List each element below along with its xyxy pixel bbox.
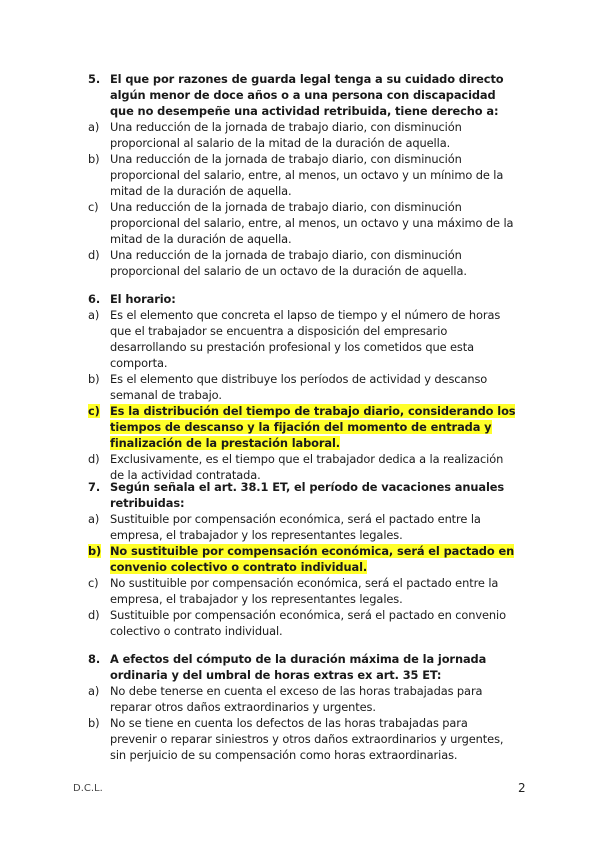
- option-d: [88, 247, 516, 279]
- option-text: Una reducción de la jornada de trabajo diario, con disminución proporcional al salario de la mitad de la duración de aquella.: [110, 120, 462, 150]
- question-number: 6.: [88, 292, 101, 306]
- option-c: [88, 575, 516, 607]
- question-5: [88, 71, 516, 279]
- option-text: Una reducción de la jornada de trabajo diario, con disminución proporcional del salario, entre, al menos, un octavo y una máximo de la mitad de la duración de aquella.: [110, 200, 514, 246]
- option-text: Sustituible por compensación económica, será el pactado entre la empresa, el trabajador y los representantes legales.: [110, 512, 481, 542]
- option-text: Una reducción de la jornada de trabajo diario, con disminución proporcional del salario, entre, al menos, un octavo y un mínimo de la mitad de la duración de aquella.: [110, 152, 504, 198]
- option-text: No sustituible por compensación económica, será el pactado en convenio colectivo o contrato individual.: [110, 544, 515, 574]
- question-number: 5.: [88, 72, 101, 86]
- option-text: Exclusivamente, es el tiempo que el trabajador dedica a la realización de la actividad contratada.: [110, 452, 504, 482]
- option-text: No debe tenerse en cuenta el exceso de las horas trabajadas para reparar otros daños extraordinarios y urgentes.: [110, 684, 483, 714]
- option-a: [88, 119, 516, 151]
- question-title: [88, 651, 516, 683]
- question-7: [88, 479, 516, 639]
- option-letter: a): [88, 120, 100, 134]
- option-text: Es el elemento que concreta el lapso de tiempo y el número de horas que el trabajador se encuentra a disposición del empresario desarrollando su prestación profesional y los cometidos que esta comporta.: [110, 308, 501, 370]
- option-letter: b): [88, 152, 100, 166]
- option-text: Sustituible por compensación económica, será el pactado en convenio colectivo o contrato individual.: [110, 608, 506, 638]
- option-letter: d): [88, 452, 100, 466]
- question-number: 8.: [88, 652, 101, 666]
- question-title: [88, 71, 516, 119]
- question-text: Según señala el art. 38.1 ET, el período de vacaciones anuales retribuidas:: [110, 480, 505, 510]
- option-b-correct-highlighted: [88, 543, 516, 575]
- question-text: El que por razones de guarda legal tenga a su cuidado directo algún menor de doce años o a una persona con discapacidad que no desempeñe una actividad retribuida, tiene derecho a:: [110, 72, 504, 118]
- option-b: [88, 151, 516, 199]
- option-letter: a): [88, 308, 100, 322]
- option-letter: d): [88, 248, 100, 262]
- question-text: A efectos del cómputo de la duración máxima de la jornada ordinaria y del umbral de horas extras ex art. 35 ET:: [110, 652, 487, 682]
- question-8: [88, 651, 516, 763]
- question-number: 7.: [88, 480, 101, 494]
- question-6: [88, 291, 516, 483]
- option-letter: a): [88, 512, 100, 526]
- option-a: [88, 307, 516, 371]
- option-letter: c): [88, 576, 99, 590]
- question-title: [88, 291, 516, 307]
- option-text: Es el elemento que distribuye los períodos de actividad y descanso semanal de trabajo.: [110, 372, 488, 402]
- option-c-correct-highlighted: [88, 403, 516, 451]
- option-letter: a): [88, 684, 100, 698]
- option-letter: b): [88, 716, 100, 730]
- page-number: 2: [518, 781, 526, 795]
- option-letter: b): [88, 544, 102, 558]
- option-a: [88, 511, 516, 543]
- option-letter: c): [88, 200, 99, 214]
- option-letter: b): [88, 372, 100, 386]
- option-text: No se tiene en cuenta los defectos de las horas trabajadas para prevenir o reparar siniestros y otros daños extraordinarios y urgentes, sin perjuicio de su compensación como horas extraordinarias.: [110, 716, 504, 762]
- option-b: [88, 715, 516, 763]
- option-text: Una reducción de la jornada de trabajo diario, con disminución proporcional del salario de un octavo de la duración de aquella.: [110, 248, 467, 278]
- option-text: No sustituible por compensación económica, será el pactado entre la empresa, el trabajador y los representantes legales.: [110, 576, 499, 606]
- option-c: [88, 199, 516, 247]
- option-letter: c): [88, 404, 100, 418]
- footer-author: D.C.L.: [73, 783, 103, 794]
- option-letter: d): [88, 608, 100, 622]
- question-text: El horario:: [110, 292, 176, 306]
- option-d: [88, 607, 516, 639]
- question-title: [88, 479, 516, 511]
- option-a: [88, 683, 516, 715]
- option-text: Es la distribución del tiempo de trabajo diario, considerando los tiempos de descanso y la fijación del momento de entrada y finalización de la prestación laboral.: [110, 404, 516, 450]
- option-b: [88, 371, 516, 403]
